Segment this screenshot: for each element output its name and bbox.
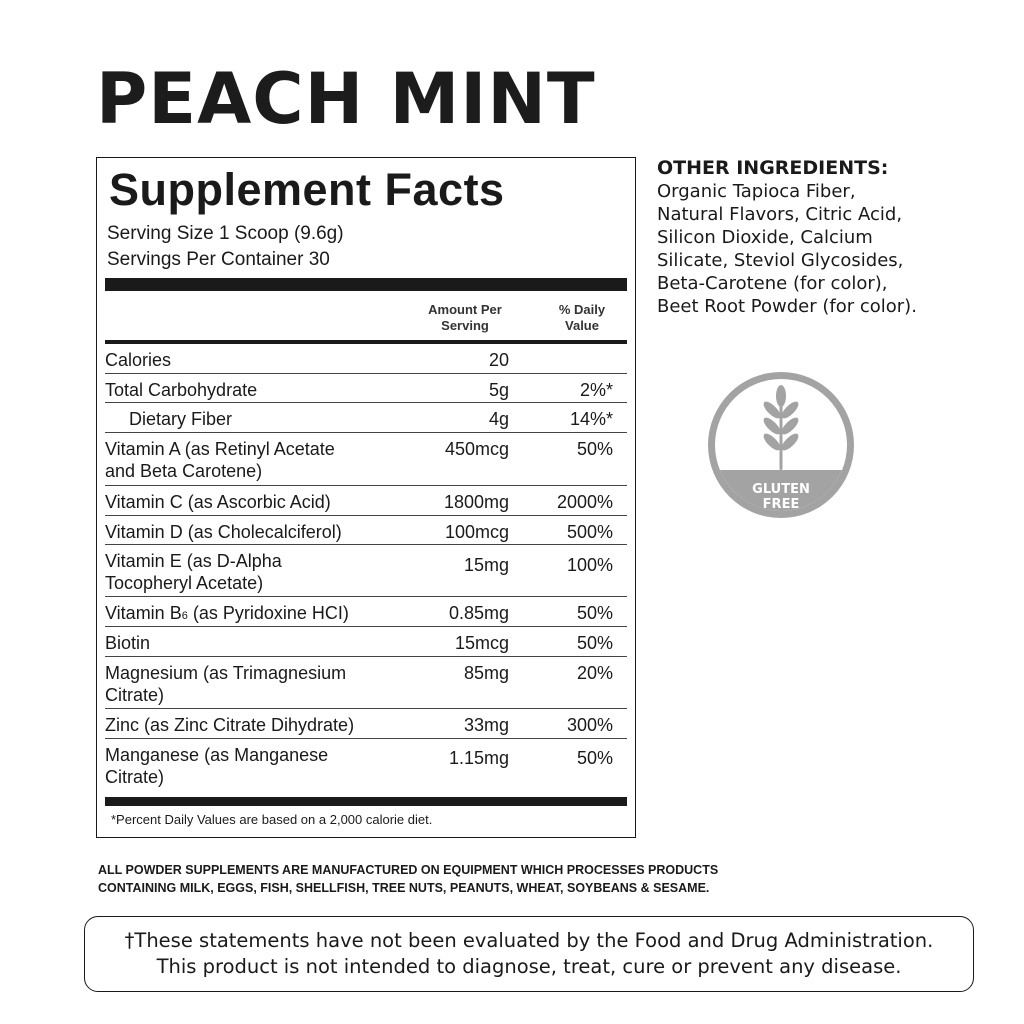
table-row: Vitamin C (as Ascorbic Acid) 1800mg 2000% (105, 486, 627, 516)
bottom-thick-divider (105, 797, 627, 806)
product-title: PEACH MINT (96, 58, 596, 140)
table-row: Zinc (as Zinc Citrate Dihydrate) 33mg 300% (105, 709, 627, 739)
other-ingredients (657, 157, 997, 318)
daily-value-column-header: % Daily Value (558, 302, 606, 333)
table-row: Vitamin E (as D-Alpha Tocopheryl Acetate) 15mg 100% (105, 545, 627, 597)
table-row: Manganese (as Manganese Citrate) 1.15mg 50% (105, 745, 613, 787)
badge-text-gluten: GLUTEN (752, 482, 810, 497)
ingredient-line: Natural Flavors, Citric Acid, (657, 204, 903, 225)
thick-divider (105, 278, 627, 291)
ingredient-line: Silicon Dioxide, Calcium (657, 227, 873, 248)
table-row: Dietary Fiber 4g 14%* (105, 403, 627, 433)
amount-column-header: Amount Per Serving (428, 302, 502, 333)
table-row: Calories 20 (105, 344, 627, 374)
supplement-facts-panel (96, 157, 636, 838)
table-row: Biotin 15mcg 50% (105, 627, 627, 657)
ingredient-line: Beta-Carotene (for color), (657, 273, 888, 294)
facts-heading: Supplement Facts (109, 164, 505, 215)
badge-text-free: FREE (762, 497, 800, 512)
table-row: Magnesium (as Trimagnesium Citrate) 85mg 20% (105, 657, 627, 709)
serving-size: Serving Size 1 Scoop (9.6g) (107, 223, 344, 244)
table-row: Vitamin B6 (as Pyridoxine HCI) 0.85mg 50% (105, 597, 627, 627)
ingredient-line: Organic Tapioca Fiber, (657, 181, 856, 202)
facts-footnote: *Percent Daily Values are based on a 2,000 calorie diet. (111, 812, 433, 827)
table-row: Vitamin A (as Retinyl Acetate and Beta Carotene) 450mcg 50% (105, 433, 627, 486)
table-row: Total Carbohydrate 5g 2%* (105, 374, 627, 403)
fda-disclaimer: †These statements have not been evaluated by the Food and Drug Administration. This product is not intended to diagnose, treat, cure or prevent any disease. (84, 916, 974, 992)
gluten-free-badge (706, 370, 856, 520)
servings-per-container: Servings Per Container 30 (107, 249, 330, 270)
ingredient-line: Silicate, Steviol Glycosides, (657, 250, 904, 271)
other-ingredients-heading: OTHER INGREDIENTS: (657, 157, 889, 179)
allergen-statement: ALL POWDER SUPPLEMENTS ARE MANUFACTURED ON EQUIPMENT WHICH PROCESSES PRODUCTS CONTAINING MILK, EGGS, FISH, SHELLFISH, TREE NUTS, PEANUTS, WHEAT, SOYBEANS & SESAME. (98, 863, 719, 895)
nutrient-table (105, 342, 627, 793)
ingredient-line: Beet Root Powder (for color). (657, 296, 917, 317)
table-row: Vitamin D (as Cholecalciferol) 100mcg 500% (105, 516, 627, 545)
